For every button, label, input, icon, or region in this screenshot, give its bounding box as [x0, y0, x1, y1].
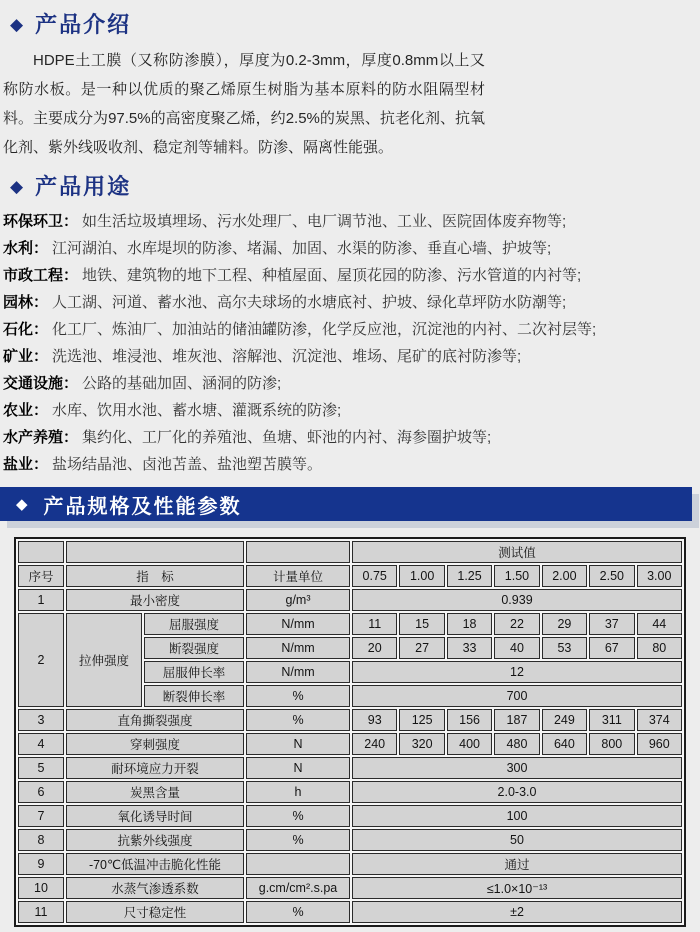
unit-cell: N [246, 733, 350, 755]
table-row-carbon-black [18, 781, 682, 803]
unit-cell: N [246, 757, 350, 779]
unit-cell: % [246, 685, 350, 707]
usage-item-municipal [3, 262, 643, 289]
diamond-icon: ◆ [16, 495, 28, 513]
row-no: 3 [18, 709, 64, 731]
table-row-low-temp [18, 853, 682, 875]
usage-list [3, 208, 643, 478]
usage-item-text: 江河湖泊、水库堤坝的防渗、堵漏、加固、水渠的防渗、垂直心墙、护坡等; [52, 240, 552, 257]
unit-cell: h [246, 781, 350, 803]
usage-item-text: 如生活垃圾填埋场、污水处理厂、电厂调节池、工业、医院固体废弃物等; [82, 213, 567, 230]
empty-header-cell [18, 541, 64, 563]
value-cell: 249 [542, 709, 587, 731]
usage-item-petrochemical [3, 316, 643, 343]
diamond-icon: ◆ [10, 177, 24, 196]
test-value-header-cell: 测试值 [352, 541, 682, 563]
row-no: 5 [18, 757, 64, 779]
specs-title: 产品规格及性能参数 [43, 495, 242, 518]
value-cell: 67 [589, 637, 634, 659]
unit-cell: g/m³ [246, 589, 350, 611]
value-cell: 400 [447, 733, 492, 755]
usage-item-environment [3, 208, 643, 235]
usage-item-text: 公路的基础加固、涵洞的防渗; [82, 375, 282, 392]
row-no: 11 [18, 901, 64, 923]
usage-item-label: 农业： [3, 402, 49, 419]
usage-item-text: 地铁、建筑物的地下工程、种植屋面、屋顶花园的防渗、污水管道的内衬等; [82, 267, 582, 284]
sub-indicator-cell: 断裂伸长率 [144, 685, 244, 707]
table-row-header-top [18, 541, 682, 563]
empty-header-cell [66, 541, 244, 563]
usage-item-garden [3, 289, 643, 316]
row-no: 2 [18, 613, 64, 707]
section-title-intro [0, 0, 700, 39]
table-row-dimensional-stability [18, 901, 682, 923]
unit-cell: N/mm [246, 637, 350, 659]
value-cell: 27 [399, 637, 444, 659]
row-no: 7 [18, 805, 64, 827]
usage-item-text: 洗选池、堆浸池、堆灰池、溶解池、沉淀池、堆场、尾矿的底衬防渗等; [52, 348, 522, 365]
unit-cell: % [246, 901, 350, 923]
indicator-cell: 直角撕裂强度 [66, 709, 244, 731]
empty-header-cell [246, 541, 350, 563]
thickness-cell: 2.00 [542, 565, 587, 587]
unit-cell: % [246, 829, 350, 851]
indicator-cell: 抗紫外线强度 [66, 829, 244, 851]
usage-item-salt [3, 451, 643, 478]
row-no: 6 [18, 781, 64, 803]
spec-table [16, 539, 684, 925]
indicator-cell: 尺寸稳定性 [66, 901, 244, 923]
usage-item-agriculture [3, 397, 643, 424]
value-cell: 960 [637, 733, 682, 755]
value-cell: 53 [542, 637, 587, 659]
indicator-cell: -70℃低温冲击脆化性能 [66, 853, 244, 875]
usage-item-aquaculture [3, 424, 643, 451]
table-row-uv-resistance [18, 829, 682, 851]
unit-cell: N/mm [246, 613, 350, 635]
value-cell: 80 [637, 637, 682, 659]
value-cell: 240 [352, 733, 397, 755]
table-row-tear-strength [18, 709, 682, 731]
table-row-tensile-yield [18, 613, 682, 635]
usage-item-label: 水产养殖： [3, 429, 79, 446]
usage-item-text: 化工厂、炼油厂、加油站的储油罐防渗，化学反应池，沉淀池的内衬、二次衬层等; [52, 321, 597, 338]
unit-cell: N/mm [246, 661, 350, 683]
value-cell: 22 [494, 613, 539, 635]
value-cell: 15 [399, 613, 444, 635]
value-cell: 100 [352, 805, 682, 827]
row-no: 10 [18, 877, 64, 899]
value-cell: 156 [447, 709, 492, 731]
value-cell: 125 [399, 709, 444, 731]
indicator-cell: 水蒸气渗透系数 [66, 877, 244, 899]
usage-item-label: 石化： [3, 321, 49, 338]
value-cell: 2.0-3.0 [352, 781, 682, 803]
thickness-cell: 1.25 [447, 565, 492, 587]
usage-item-text: 盐场结晶池、卤池苫盖、盐池塑苫膜等。 [52, 456, 323, 473]
indicator-cell: 氧化诱导时间 [66, 805, 244, 827]
sub-indicator-cell: 屈服强度 [144, 613, 244, 635]
row-no: 8 [18, 829, 64, 851]
row-no: 4 [18, 733, 64, 755]
usage-item-label: 市政工程： [3, 267, 79, 284]
usage-item-label: 盐业： [3, 456, 49, 473]
value-cell: 20 [352, 637, 397, 659]
thickness-cell: 2.50 [589, 565, 634, 587]
spec-table-frame [14, 537, 686, 927]
usage-item-water [3, 235, 643, 262]
usage-title: 产品用途 [35, 174, 132, 199]
value-cell: 800 [589, 733, 634, 755]
indicator-cell: 耐环境应力开裂 [66, 757, 244, 779]
value-cell: 700 [352, 685, 682, 707]
section-title-usage [0, 162, 700, 201]
thickness-cell: 3.00 [637, 565, 682, 587]
indicator-cell: 最小密度 [66, 589, 244, 611]
thickness-cell: 0.75 [352, 565, 397, 587]
value-cell: 93 [352, 709, 397, 731]
value-cell: 640 [542, 733, 587, 755]
value-cell: 12 [352, 661, 682, 683]
value-cell: 311 [589, 709, 634, 731]
usage-item-label: 矿业： [3, 348, 49, 365]
thickness-cell: 1.00 [399, 565, 444, 587]
value-cell: ≤1.0×10⁻¹³ [352, 877, 682, 899]
thickness-cell: 1.50 [494, 565, 539, 587]
table-row-stress-crack [18, 757, 682, 779]
table-row-density [18, 589, 682, 611]
diamond-icon: ◆ [10, 15, 24, 34]
usage-item-text: 集约化、工厂化的养殖池、鱼塘、虾池的内衬、海参圈护坡等; [82, 429, 492, 446]
intro-title: 产品介绍 [35, 12, 132, 37]
value-cell: 480 [494, 733, 539, 755]
indicator-cell: 拉伸强度 [66, 613, 142, 707]
row-no: 9 [18, 853, 64, 875]
unit-cell: % [246, 805, 350, 827]
usage-item-label: 交通设施： [3, 375, 79, 392]
value-cell: 11 [352, 613, 397, 635]
value-cell: 50 [352, 829, 682, 851]
value-cell: 18 [447, 613, 492, 635]
value-cell: 0.939 [352, 589, 682, 611]
intro-paragraph: HDPE土工膜（又称防渗膜），厚度为0.2-3mm，厚度0.8mm以上又称防水板。是一种以优质的聚乙烯原生树脂为基本原料的防水阻隔型材料。主要成分为97.5%的高密度聚乙烯，约2.5%的炭黑、抗老化剂、抗氧化剂、紫外线吸收剂、稳定剂等辅料。防渗、隔离性能强。 [3, 52, 485, 156]
value-cell: 通过 [352, 853, 682, 875]
usage-item-label: 环保环卫： [3, 213, 79, 230]
col-header-indicator: 指 标 [66, 565, 244, 587]
sub-indicator-cell: 屈服伸长率 [144, 661, 244, 683]
usage-item-transport [3, 370, 643, 397]
value-cell: 37 [589, 613, 634, 635]
table-row-puncture-strength [18, 733, 682, 755]
table-row-oxidation-induction [18, 805, 682, 827]
value-cell: 40 [494, 637, 539, 659]
usage-item-mining [3, 343, 643, 370]
indicator-cell: 穿刺强度 [66, 733, 244, 755]
value-cell: 374 [637, 709, 682, 731]
unit-cell [246, 853, 350, 875]
sub-indicator-cell: 断裂强度 [144, 637, 244, 659]
value-cell: ±2 [352, 901, 682, 923]
table-row-vapor-permeability [18, 877, 682, 899]
unit-cell: g.cm/cm².s.pa [246, 877, 350, 899]
usage-item-text: 水库、饮用水池、蓄水塘、灌溉系统的防渗; [52, 402, 342, 419]
table-row-header [18, 565, 682, 587]
col-header-unit: 计量单位 [246, 565, 350, 587]
value-cell: 44 [637, 613, 682, 635]
usage-item-text: 人工湖、河道、蓄水池、高尔夫球场的水塘底衬、护坡、绿化草坪防水防潮等; [52, 294, 567, 311]
value-cell: 33 [447, 637, 492, 659]
value-cell: 29 [542, 613, 587, 635]
indicator-cell: 炭黑含量 [66, 781, 244, 803]
usage-item-label: 园林： [3, 294, 49, 311]
unit-cell: % [246, 709, 350, 731]
specs-banner [0, 487, 692, 521]
value-cell: 300 [352, 757, 682, 779]
row-no: 1 [18, 589, 64, 611]
col-header-no: 序号 [18, 565, 64, 587]
value-cell: 320 [399, 733, 444, 755]
value-cell: 187 [494, 709, 539, 731]
usage-item-label: 水利： [3, 240, 49, 257]
